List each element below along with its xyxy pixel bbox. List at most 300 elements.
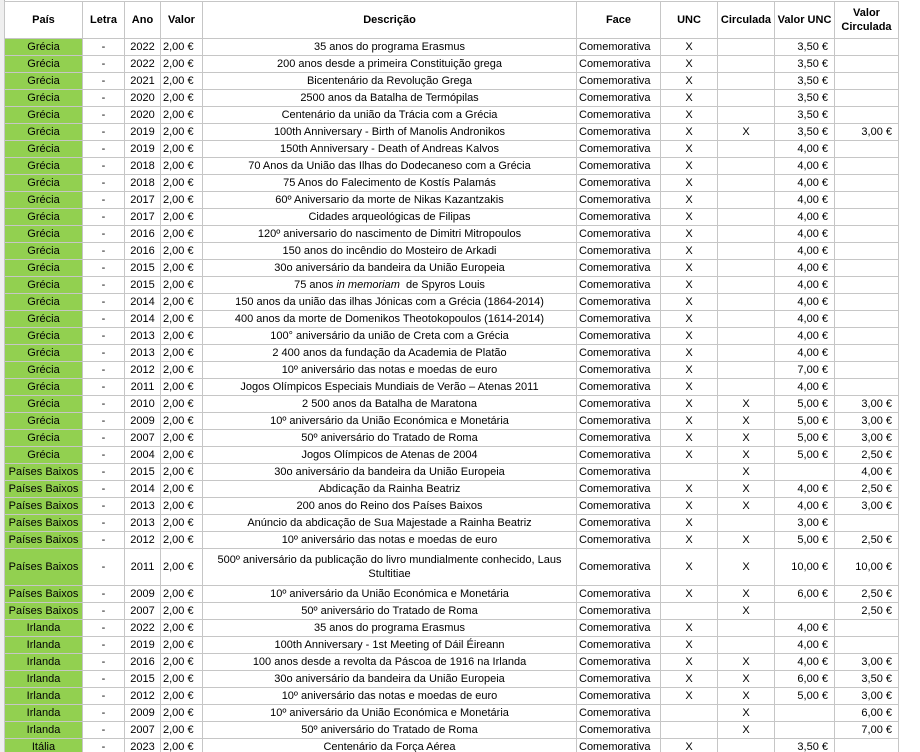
cell-unc[interactable]: X <box>661 379 718 396</box>
cell-valor-unc[interactable]: 3,50 € <box>775 107 835 124</box>
cell-valor-unc[interactable]: 3,50 € <box>775 39 835 56</box>
cell-ano[interactable]: 2012 <box>125 362 161 379</box>
cell-pais[interactable]: Grécia <box>5 56 83 73</box>
cell-letra[interactable]: - <box>83 532 125 549</box>
cell-valor-unc[interactable]: 4,00 € <box>775 243 835 260</box>
cell-valor[interactable]: 2,00 € <box>161 243 203 260</box>
cell-unc[interactable]: X <box>661 671 718 688</box>
cell-pais[interactable]: Irlanda <box>5 688 83 705</box>
cell-valor[interactable]: 2,00 € <box>161 430 203 447</box>
cell-circulada[interactable] <box>718 260 775 277</box>
cell-valor-unc[interactable]: 6,00 € <box>775 586 835 603</box>
cell-valor-unc[interactable]: 3,50 € <box>775 73 835 90</box>
cell-pais[interactable]: Grécia <box>5 243 83 260</box>
cell-letra[interactable]: - <box>83 586 125 603</box>
cell-descricao[interactable]: 120º aniversario do nascimento de Dimitri Mitropoulos <box>203 226 577 243</box>
cell-descricao[interactable]: 400 anos da morte de Domenikos Theotokopoulos (1614-2014) <box>203 311 577 328</box>
cell-circulada[interactable]: X <box>718 722 775 739</box>
cell-valor[interactable]: 2,00 € <box>161 549 203 586</box>
cell-valor[interactable]: 2,00 € <box>161 192 203 209</box>
cell-circulada[interactable]: X <box>718 586 775 603</box>
cell-valor[interactable]: 2,00 € <box>161 413 203 430</box>
cell-valor-circulada[interactable] <box>835 90 899 107</box>
cell-face[interactable]: Comemorativa <box>577 739 661 752</box>
cell-valor-unc[interactable]: 3,50 € <box>775 90 835 107</box>
cell-face[interactable]: Comemorativa <box>577 430 661 447</box>
cell-valor-circulada[interactable] <box>835 345 899 362</box>
cell-pais[interactable]: Grécia <box>5 39 83 56</box>
cell-letra[interactable]: - <box>83 328 125 345</box>
cell-valor-unc[interactable]: 4,00 € <box>775 654 835 671</box>
cell-circulada[interactable]: X <box>718 124 775 141</box>
cell-valor-unc[interactable]: 4,00 € <box>775 637 835 654</box>
cell-ano[interactable]: 2017 <box>125 192 161 209</box>
cell-face[interactable]: Comemorativa <box>577 175 661 192</box>
cell-ano[interactable]: 2014 <box>125 311 161 328</box>
cell-descricao[interactable]: 10º aniversário da União Económica e Monetária <box>203 705 577 722</box>
cell-unc[interactable]: X <box>661 294 718 311</box>
cell-valor-unc[interactable]: 4,00 € <box>775 209 835 226</box>
header-valor[interactable]: Valor <box>161 2 203 39</box>
cell-ano[interactable]: 2011 <box>125 549 161 586</box>
cell-valor-unc[interactable] <box>775 705 835 722</box>
header-unc[interactable]: UNC <box>661 2 718 39</box>
cell-valor[interactable]: 2,00 € <box>161 345 203 362</box>
cell-circulada[interactable] <box>718 620 775 637</box>
cell-unc[interactable]: X <box>661 107 718 124</box>
cell-descricao[interactable]: 10º aniversário da União Económica e Monetária <box>203 413 577 430</box>
cell-ano[interactable]: 2019 <box>125 124 161 141</box>
cell-pais[interactable]: Países Baixos <box>5 603 83 620</box>
cell-face[interactable]: Comemorativa <box>577 243 661 260</box>
cell-valor[interactable]: 2,00 € <box>161 175 203 192</box>
cell-descricao[interactable]: 30o aniversário da bandeira da União Europeia <box>203 464 577 481</box>
cell-face[interactable]: Comemorativa <box>577 90 661 107</box>
cell-letra[interactable]: - <box>83 141 125 158</box>
cell-ano[interactable]: 2016 <box>125 654 161 671</box>
cell-descricao[interactable]: Abdicação da Rainha Beatriz <box>203 481 577 498</box>
cell-ano[interactable]: 2022 <box>125 620 161 637</box>
cell-valor-unc[interactable]: 4,00 € <box>775 294 835 311</box>
cell-valor-circulada[interactable] <box>835 226 899 243</box>
cell-face[interactable]: Comemorativa <box>577 671 661 688</box>
cell-letra[interactable]: - <box>83 464 125 481</box>
cell-valor-unc[interactable]: 4,00 € <box>775 277 835 294</box>
cell-letra[interactable]: - <box>83 73 125 90</box>
cell-letra[interactable]: - <box>83 603 125 620</box>
cell-valor-circulada[interactable] <box>835 328 899 345</box>
cell-letra[interactable]: - <box>83 90 125 107</box>
cell-valor-unc[interactable]: 5,00 € <box>775 430 835 447</box>
cell-ano[interactable]: 2015 <box>125 464 161 481</box>
cell-valor-unc[interactable]: 4,00 € <box>775 379 835 396</box>
cell-face[interactable]: Comemorativa <box>577 124 661 141</box>
cell-pais[interactable]: Irlanda <box>5 654 83 671</box>
cell-letra[interactable]: - <box>83 396 125 413</box>
cell-circulada[interactable]: X <box>718 481 775 498</box>
cell-valor-circulada[interactable] <box>835 141 899 158</box>
cell-pais[interactable]: Irlanda <box>5 705 83 722</box>
cell-ano[interactable]: 2009 <box>125 413 161 430</box>
cell-circulada[interactable]: X <box>718 464 775 481</box>
cell-valor[interactable]: 2,00 € <box>161 654 203 671</box>
cell-ano[interactable]: 2020 <box>125 90 161 107</box>
cell-face[interactable]: Comemorativa <box>577 345 661 362</box>
cell-valor-unc[interactable]: 4,00 € <box>775 345 835 362</box>
cell-valor-circulada[interactable] <box>835 73 899 90</box>
cell-unc[interactable]: X <box>661 124 718 141</box>
cell-ano[interactable]: 2014 <box>125 294 161 311</box>
cell-valor-unc[interactable]: 6,00 € <box>775 671 835 688</box>
cell-pais[interactable]: Países Baixos <box>5 515 83 532</box>
cell-valor[interactable]: 2,00 € <box>161 481 203 498</box>
cell-valor[interactable]: 2,00 € <box>161 688 203 705</box>
cell-circulada[interactable] <box>718 328 775 345</box>
cell-valor-circulada[interactable]: 3,00 € <box>835 430 899 447</box>
cell-face[interactable]: Comemorativa <box>577 192 661 209</box>
cell-letra[interactable]: - <box>83 124 125 141</box>
cell-ano[interactable]: 2007 <box>125 603 161 620</box>
cell-letra[interactable]: - <box>83 430 125 447</box>
cell-valor-circulada[interactable]: 4,00 € <box>835 464 899 481</box>
cell-unc[interactable]: X <box>661 56 718 73</box>
cell-letra[interactable]: - <box>83 515 125 532</box>
cell-pais[interactable]: Grécia <box>5 209 83 226</box>
cell-circulada[interactable] <box>718 209 775 226</box>
cell-descricao[interactable]: 30o aniversário da bandeira da União Europeia <box>203 671 577 688</box>
cell-ano[interactable]: 2022 <box>125 39 161 56</box>
cell-face[interactable]: Comemorativa <box>577 328 661 345</box>
cell-unc[interactable]: X <box>661 192 718 209</box>
cell-unc[interactable]: X <box>661 209 718 226</box>
cell-circulada[interactable] <box>718 175 775 192</box>
cell-circulada[interactable]: X <box>718 396 775 413</box>
cell-valor-unc[interactable]: 3,00 € <box>775 515 835 532</box>
cell-ano[interactable]: 2013 <box>125 498 161 515</box>
cell-face[interactable]: Comemorativa <box>577 586 661 603</box>
cell-descricao[interactable]: 60º Aniversario da morte de Nikas Kazantzakis <box>203 192 577 209</box>
cell-valor-unc[interactable]: 3,50 € <box>775 124 835 141</box>
cell-valor[interactable]: 2,00 € <box>161 311 203 328</box>
cell-valor-unc[interactable] <box>775 722 835 739</box>
cell-descricao[interactable]: 75 Anos do Falecimento de Kostís Palamás <box>203 175 577 192</box>
cell-unc[interactable]: X <box>661 90 718 107</box>
cell-unc[interactable] <box>661 722 718 739</box>
cell-descricao[interactable]: Centenário da Força Aérea <box>203 739 577 752</box>
cell-circulada[interactable]: X <box>718 549 775 586</box>
cell-descricao[interactable]: 50º aniversário do Tratado de Roma <box>203 430 577 447</box>
cell-valor-circulada[interactable] <box>835 243 899 260</box>
cell-descricao[interactable]: 50º aniversário do Tratado de Roma <box>203 722 577 739</box>
cell-descricao[interactable]: 200 anos do Reino dos Países Baixos <box>203 498 577 515</box>
cell-circulada[interactable]: X <box>718 532 775 549</box>
cell-valor-unc[interactable]: 4,00 € <box>775 481 835 498</box>
cell-face[interactable]: Comemorativa <box>577 362 661 379</box>
cell-unc[interactable]: X <box>661 260 718 277</box>
cell-valor[interactable]: 2,00 € <box>161 396 203 413</box>
cell-letra[interactable]: - <box>83 739 125 752</box>
cell-pais[interactable]: Grécia <box>5 192 83 209</box>
cell-letra[interactable]: - <box>83 688 125 705</box>
cell-letra[interactable]: - <box>83 722 125 739</box>
cell-ano[interactable]: 2019 <box>125 141 161 158</box>
cell-circulada[interactable] <box>718 637 775 654</box>
cell-letra[interactable]: - <box>83 277 125 294</box>
cell-pais[interactable]: Grécia <box>5 73 83 90</box>
header-ano[interactable]: Ano <box>125 2 161 39</box>
cell-ano[interactable]: 2012 <box>125 688 161 705</box>
header-valor-circulada[interactable]: Valor Circulada <box>835 2 899 39</box>
cell-pais[interactable]: Grécia <box>5 396 83 413</box>
cell-valor-unc[interactable]: 7,00 € <box>775 362 835 379</box>
cell-letra[interactable]: - <box>83 637 125 654</box>
cell-valor[interactable]: 2,00 € <box>161 277 203 294</box>
cell-pais[interactable]: Grécia <box>5 226 83 243</box>
cell-descricao[interactable] <box>203 277 577 294</box>
cell-ano[interactable]: 2007 <box>125 722 161 739</box>
cell-letra[interactable]: - <box>83 107 125 124</box>
cell-unc[interactable]: X <box>661 447 718 464</box>
cell-descricao[interactable]: 10º aniversário das notas e moedas de euro <box>203 688 577 705</box>
cell-valor[interactable]: 2,00 € <box>161 107 203 124</box>
cell-descricao[interactable]: 70 Anos da União das Ilhas do Dodecaneso com a Grécia <box>203 158 577 175</box>
cell-pais[interactable]: Grécia <box>5 311 83 328</box>
cell-descricao[interactable]: 2500 anos da Batalha de Termópilas <box>203 90 577 107</box>
cell-valor-circulada[interactable] <box>835 739 899 752</box>
cell-unc[interactable]: X <box>661 532 718 549</box>
cell-face[interactable]: Comemorativa <box>577 294 661 311</box>
cell-unc[interactable]: X <box>661 226 718 243</box>
cell-face[interactable]: Comemorativa <box>577 498 661 515</box>
cell-valor[interactable]: 2,00 € <box>161 586 203 603</box>
cell-valor-unc[interactable] <box>775 603 835 620</box>
cell-valor[interactable]: 2,00 € <box>161 498 203 515</box>
cell-circulada[interactable] <box>718 73 775 90</box>
cell-valor-circulada[interactable] <box>835 158 899 175</box>
cell-letra[interactable]: - <box>83 447 125 464</box>
cell-valor[interactable]: 2,00 € <box>161 362 203 379</box>
cell-circulada[interactable] <box>718 158 775 175</box>
cell-unc[interactable]: X <box>661 739 718 752</box>
cell-pais[interactable]: Grécia <box>5 362 83 379</box>
cell-circulada[interactable] <box>718 107 775 124</box>
cell-unc[interactable]: X <box>661 481 718 498</box>
cell-circulada[interactable] <box>718 379 775 396</box>
cell-valor-circulada[interactable] <box>835 192 899 209</box>
cell-circulada[interactable] <box>718 141 775 158</box>
cell-pais[interactable]: Países Baixos <box>5 586 83 603</box>
cell-ano[interactable]: 2019 <box>125 637 161 654</box>
cell-ano[interactable]: 2020 <box>125 107 161 124</box>
cell-valor-circulada[interactable] <box>835 175 899 192</box>
cell-pais[interactable]: Grécia <box>5 345 83 362</box>
header-circulada[interactable]: Circulada <box>718 2 775 39</box>
cell-face[interactable]: Comemorativa <box>577 107 661 124</box>
cell-circulada[interactable]: X <box>718 430 775 447</box>
cell-face[interactable]: Comemorativa <box>577 413 661 430</box>
cell-letra[interactable]: - <box>83 620 125 637</box>
cell-circulada[interactable]: X <box>718 498 775 515</box>
cell-pais[interactable]: Grécia <box>5 413 83 430</box>
cell-letra[interactable]: - <box>83 481 125 498</box>
cell-ano[interactable]: 2022 <box>125 56 161 73</box>
cell-face[interactable]: Comemorativa <box>577 447 661 464</box>
cell-letra[interactable]: - <box>83 209 125 226</box>
cell-valor-unc[interactable]: 5,00 € <box>775 413 835 430</box>
cell-unc[interactable]: X <box>661 498 718 515</box>
cell-letra[interactable]: - <box>83 705 125 722</box>
cell-valor-circulada[interactable]: 2,50 € <box>835 586 899 603</box>
cell-unc[interactable]: X <box>661 328 718 345</box>
cell-unc[interactable]: X <box>661 430 718 447</box>
cell-circulada[interactable] <box>718 192 775 209</box>
cell-ano[interactable]: 2013 <box>125 515 161 532</box>
cell-valor-circulada[interactable] <box>835 620 899 637</box>
cell-face[interactable]: Comemorativa <box>577 260 661 277</box>
cell-letra[interactable]: - <box>83 549 125 586</box>
cell-letra[interactable]: - <box>83 311 125 328</box>
cell-valor-unc[interactable] <box>775 464 835 481</box>
cell-descricao[interactable]: 2 500 anos da Batalha de Maratona <box>203 396 577 413</box>
cell-face[interactable]: Comemorativa <box>577 73 661 90</box>
cell-ano[interactable]: 2016 <box>125 226 161 243</box>
cell-valor[interactable]: 2,00 € <box>161 141 203 158</box>
cell-pais[interactable]: Grécia <box>5 430 83 447</box>
cell-descricao[interactable]: 30o aniversário da bandeira da União Europeia <box>203 260 577 277</box>
cell-ano[interactable]: 2010 <box>125 396 161 413</box>
cell-pais[interactable]: Países Baixos <box>5 464 83 481</box>
cell-circulada[interactable] <box>718 739 775 752</box>
cell-ano[interactable]: 2011 <box>125 379 161 396</box>
cell-pais[interactable]: Grécia <box>5 90 83 107</box>
cell-letra[interactable]: - <box>83 413 125 430</box>
cell-valor[interactable]: 2,00 € <box>161 722 203 739</box>
cell-face[interactable]: Comemorativa <box>577 532 661 549</box>
cell-valor-unc[interactable]: 4,00 € <box>775 311 835 328</box>
cell-valor-circulada[interactable] <box>835 637 899 654</box>
cell-pais[interactable]: Países Baixos <box>5 498 83 515</box>
cell-valor-unc[interactable]: 4,00 € <box>775 226 835 243</box>
cell-pais[interactable]: Países Baixos <box>5 532 83 549</box>
cell-pais[interactable]: Irlanda <box>5 722 83 739</box>
header-valor-unc[interactable]: Valor UNC <box>775 2 835 39</box>
cell-face[interactable]: Comemorativa <box>577 654 661 671</box>
cell-face[interactable]: Comemorativa <box>577 515 661 532</box>
cell-ano[interactable]: 2009 <box>125 705 161 722</box>
cell-letra[interactable]: - <box>83 243 125 260</box>
cell-unc[interactable]: X <box>661 141 718 158</box>
cell-face[interactable]: Comemorativa <box>577 56 661 73</box>
cell-valor[interactable]: 2,00 € <box>161 739 203 752</box>
cell-valor-circulada[interactable] <box>835 260 899 277</box>
cell-valor-circulada[interactable] <box>835 311 899 328</box>
cell-valor-unc[interactable]: 5,00 € <box>775 532 835 549</box>
header-pais[interactable]: País <box>5 2 83 39</box>
cell-valor-circulada[interactable]: 10,00 € <box>835 549 899 586</box>
cell-letra[interactable]: - <box>83 498 125 515</box>
cell-descricao[interactable]: 100 anos desde a revolta da Páscoa de 1916 na Irlanda <box>203 654 577 671</box>
cell-face[interactable]: Comemorativa <box>577 396 661 413</box>
cell-pais[interactable]: Grécia <box>5 158 83 175</box>
cell-unc[interactable]: X <box>661 688 718 705</box>
cell-ano[interactable]: 2015 <box>125 260 161 277</box>
cell-descricao[interactable] <box>203 549 577 586</box>
cell-valor-circulada[interactable] <box>835 294 899 311</box>
cell-valor-circulada[interactable] <box>835 379 899 396</box>
cell-unc[interactable]: X <box>661 311 718 328</box>
cell-ano[interactable]: 2007 <box>125 430 161 447</box>
cell-circulada[interactable] <box>718 294 775 311</box>
cell-ano[interactable]: 2018 <box>125 175 161 192</box>
cell-valor-unc[interactable]: 4,00 € <box>775 328 835 345</box>
header-face[interactable]: Face <box>577 2 661 39</box>
cell-descricao[interactable]: 35 anos do programa Erasmus <box>203 39 577 56</box>
cell-valor-circulada[interactable] <box>835 362 899 379</box>
cell-valor-circulada[interactable]: 3,00 € <box>835 124 899 141</box>
cell-circulada[interactable] <box>718 56 775 73</box>
cell-valor[interactable]: 2,00 € <box>161 637 203 654</box>
cell-face[interactable]: Comemorativa <box>577 637 661 654</box>
cell-valor-circulada[interactable]: 3,50 € <box>835 671 899 688</box>
cell-letra[interactable]: - <box>83 260 125 277</box>
cell-descricao[interactable]: Bicentenário da Revolução Grega <box>203 73 577 90</box>
cell-pais[interactable]: Irlanda <box>5 637 83 654</box>
cell-valor-circulada[interactable]: 6,00 € <box>835 705 899 722</box>
cell-descricao[interactable]: Jogos Olímpicos de Atenas de 2004 <box>203 447 577 464</box>
cell-pais[interactable]: Grécia <box>5 379 83 396</box>
cell-valor[interactable]: 2,00 € <box>161 671 203 688</box>
cell-valor[interactable]: 2,00 € <box>161 515 203 532</box>
cell-circulada[interactable]: X <box>718 413 775 430</box>
cell-pais[interactable]: Grécia <box>5 277 83 294</box>
cell-pais[interactable]: Grécia <box>5 447 83 464</box>
cell-letra[interactable]: - <box>83 192 125 209</box>
cell-valor-circulada[interactable]: 7,00 € <box>835 722 899 739</box>
cell-letra[interactable]: - <box>83 226 125 243</box>
cell-valor-unc[interactable]: 4,00 € <box>775 158 835 175</box>
cell-ano[interactable]: 2013 <box>125 328 161 345</box>
cell-face[interactable]: Comemorativa <box>577 277 661 294</box>
cell-circulada[interactable]: X <box>718 705 775 722</box>
cell-ano[interactable]: 2017 <box>125 209 161 226</box>
cell-letra[interactable]: - <box>83 56 125 73</box>
cell-descricao[interactable]: 100th Anniversary - 1st Meeting of Dáil Éireann <box>203 637 577 654</box>
cell-unc[interactable]: X <box>661 73 718 90</box>
cell-letra[interactable]: - <box>83 654 125 671</box>
cell-valor-unc[interactable]: 4,00 € <box>775 192 835 209</box>
cell-valor[interactable]: 2,00 € <box>161 226 203 243</box>
cell-unc[interactable]: X <box>661 396 718 413</box>
cell-circulada[interactable] <box>718 362 775 379</box>
cell-unc[interactable]: X <box>661 175 718 192</box>
cell-valor[interactable]: 2,00 € <box>161 56 203 73</box>
cell-circulada[interactable] <box>718 311 775 328</box>
cell-pais[interactable]: Grécia <box>5 328 83 345</box>
cell-unc[interactable]: X <box>661 277 718 294</box>
cell-valor-unc[interactable]: 4,00 € <box>775 620 835 637</box>
cell-ano[interactable]: 2004 <box>125 447 161 464</box>
cell-valor-circulada[interactable]: 3,00 € <box>835 498 899 515</box>
cell-unc[interactable]: X <box>661 345 718 362</box>
cell-valor[interactable]: 2,00 € <box>161 90 203 107</box>
cell-face[interactable]: Comemorativa <box>577 549 661 586</box>
cell-valor-circulada[interactable] <box>835 209 899 226</box>
cell-unc[interactable]: X <box>661 549 718 586</box>
cell-face[interactable]: Comemorativa <box>577 141 661 158</box>
cell-unc[interactable]: X <box>661 586 718 603</box>
cell-ano[interactable]: 2015 <box>125 277 161 294</box>
cell-descricao[interactable]: Jogos Olímpicos Especiais Mundiais de Verão – Atenas 2011 <box>203 379 577 396</box>
